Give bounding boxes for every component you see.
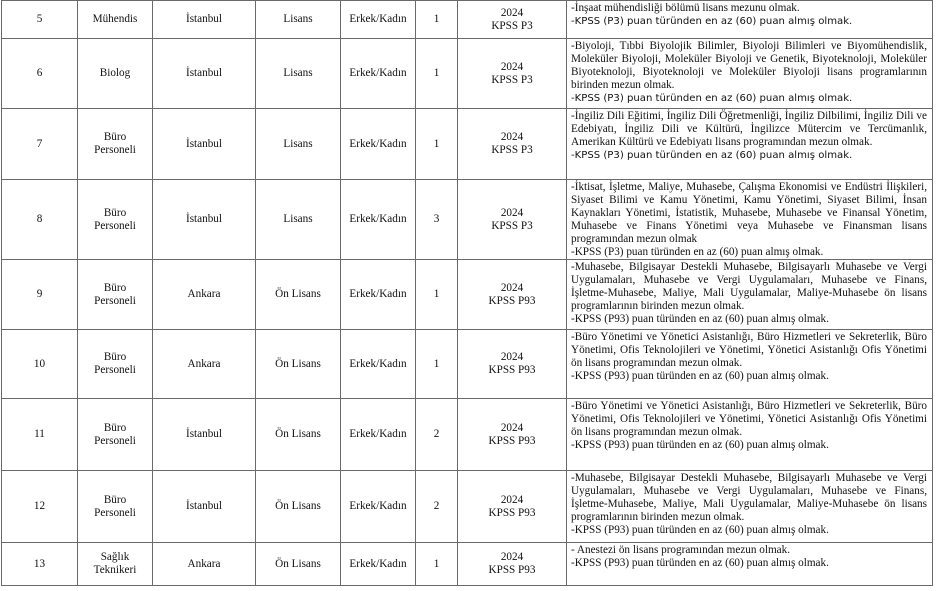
table-row: [2, 1, 933, 39]
row-number: 10: [2, 330, 78, 399]
city: İstanbul: [153, 109, 256, 180]
city: Ankara: [153, 330, 256, 399]
table-row: [2, 399, 933, 471]
kpss-year: 2024: [500, 131, 524, 143]
kpss-year: 2024: [500, 60, 524, 73]
gender: Erkek/Kadın: [341, 180, 416, 260]
row-number: 7: [2, 109, 78, 180]
row-number: 8: [2, 180, 78, 260]
requirements: [567, 543, 933, 586]
requirement-line: -KPSS (P93) puan türünden en az (60) puan almış olmak.: [571, 313, 829, 325]
position-title: Biolog: [78, 39, 153, 109]
kpss-score-type: KPSS P93: [488, 434, 536, 447]
gender: Erkek/Kadın: [341, 1, 416, 39]
education-level: Ön Lisans: [256, 543, 341, 586]
row-number: 12: [2, 471, 78, 543]
requirements: [567, 471, 933, 543]
city: İstanbul: [153, 471, 256, 543]
kpss-score-type: KPSS P93: [488, 564, 536, 576]
position-title: Büro Personeli: [78, 471, 153, 543]
city: İstanbul: [153, 1, 256, 39]
kpss-score-type: KPSS P3: [491, 144, 533, 156]
requirement-line: -Büro Yönetimi ve Yönetici Asistanlığı, Büro Hizmetleri ve Sekreterlik, Büro Yönetimi, Ofis Teknolojileri ve Yönetimi, Yönetici Asistanlığı Ofis Yönetimi ön lisans programından mezun olmak.: [571, 331, 927, 369]
requirement-line: -KPSS (P3) puan türünden en az (60) puan almış olmak.: [571, 150, 853, 161]
requirement-line: -Muhasebe, Bilgisayar Destekli Muhasebe, Bilgisayarlı Muhasebe ve Vergi Uygulamaları, Muhasebe ve Vergi Uygulamaları, Muhasebe ve Finans, İşletme-Muhasebe, Maliye, Mali Uygulamalar, Maliye-Muhasebe ön lisans programlarının birinden mezun olmak.: [571, 472, 927, 523]
position-count: 3: [416, 180, 458, 260]
position-title: Büro Personeli: [78, 180, 153, 260]
kpss-info: [458, 471, 567, 543]
requirements: [567, 109, 933, 180]
position-count: 2: [416, 471, 458, 543]
kpss-score-type: KPSS P3: [491, 19, 533, 32]
kpss-score-type: KPSS P3: [491, 73, 533, 86]
city: Ankara: [153, 543, 256, 586]
city: İstanbul: [153, 180, 256, 260]
kpss-info: [458, 180, 567, 260]
position-count: 1: [416, 39, 458, 109]
kpss-year: 2024: [500, 206, 524, 219]
kpss-year: 2024: [500, 493, 524, 506]
kpss-info: [458, 109, 567, 180]
position-title: Büro Personeli: [78, 330, 153, 399]
requirement-line: -KPSS (P93) puan türünden en az (60) puan almış olmak.: [571, 370, 829, 382]
table-row: [2, 39, 933, 109]
requirements: [567, 1, 933, 39]
requirement-line: -İnşaat mühendisliği bölümü lisans mezunu olmak.: [571, 2, 800, 14]
requirement-line: -İngiliz Dili Eğitimi, İngiliz Dili Öğretmenliği, İngiliz Dilbilimi, İngiliz Dili ve Edebiyatı, İngiliz Dili ve Kültürü, İngilizce Mütercim ve Tercümanlık, Amerikan Kültürü ve Edebiyatı lisans programından mezun olmak.: [571, 110, 927, 148]
gender: Erkek/Kadın: [341, 330, 416, 399]
requirements: [567, 330, 933, 399]
city: İstanbul: [153, 399, 256, 471]
kpss-year: 2024: [500, 421, 524, 434]
city: Ankara: [153, 260, 256, 330]
position-title: Mühendis: [78, 1, 153, 39]
requirements: [567, 180, 933, 260]
requirements: [567, 39, 933, 109]
gender: Erkek/Kadın: [341, 471, 416, 543]
kpss-info: [458, 330, 567, 399]
requirement-line: -KPSS (P3) puan türünden en az (60) puan almış olmak.: [571, 16, 853, 27]
position-count: 1: [416, 330, 458, 399]
city: İstanbul: [153, 39, 256, 109]
requirement-line: -İktisat, İşletme, Maliye, Muhasebe, Çalışma Ekonomisi ve Endüstri İlişkileri, Siyaset Bilimi ve Kamu Yönetimi, Kamu Yönetimi, Siyaset Bilimi, İnsan Kaynakları Yönetimi, İstatistik, Muhasebe, Muhasebe ve Finansal Yönetim, Muhasebe ve Finans Yönetimi veya Muhasebe ve Finansman lisans programından mezun olmak: [571, 181, 927, 245]
education-level: Ön Lisans: [256, 260, 341, 330]
row-number: 6: [2, 39, 78, 109]
table-row: [2, 180, 933, 260]
table-row: [2, 471, 933, 543]
education-level: Ön Lisans: [256, 471, 341, 543]
education-level: Lisans: [256, 180, 341, 260]
position-count: 1: [416, 109, 458, 180]
kpss-year: 2024: [500, 351, 524, 363]
kpss-score-type: KPSS P93: [488, 506, 536, 519]
education-level: Ön Lisans: [256, 399, 341, 471]
requirement-line: -KPSS (P93) puan türünden en az (60) puan almış olmak.: [571, 557, 829, 569]
education-level: Lisans: [256, 1, 341, 39]
kpss-info: [458, 543, 567, 586]
requirements: [567, 399, 933, 471]
position-count: 1: [416, 260, 458, 330]
requirement-line: -KPSS (P93) puan türünden en az (60) puan almış olmak.: [571, 524, 829, 536]
job-listings-table: [1, 0, 933, 586]
gender: Erkek/Kadın: [341, 543, 416, 586]
table-row: [2, 543, 933, 586]
position-count: 2: [416, 399, 458, 471]
requirement-line: -KPSS (P3) puan türünden en az (60) puan almış olmak.: [571, 246, 824, 258]
education-level: Lisans: [256, 109, 341, 180]
gender: Erkek/Kadın: [341, 39, 416, 109]
requirement-line: -Muhasebe, Bilgisayar Destekli Muhasebe, Bilgisayarlı Muhasebe ve Vergi Uygulamaları, Muhasebe ve Vergi Uygulamaları, Muhasebe ve Finans, İşletme-Muhasebe, Maliye, Mali Uygulamalar, Maliye-Muhasebe ön lisans programlarının birinden mezun olmak.: [571, 261, 927, 312]
kpss-year: 2024: [500, 6, 524, 19]
table-row: [2, 330, 933, 399]
position-title: Büro Personeli: [78, 109, 153, 180]
kpss-score-type: KPSS P3: [491, 219, 533, 232]
kpss-info: [458, 399, 567, 471]
kpss-score-type: KPSS P93: [488, 364, 536, 376]
position-count: 1: [416, 543, 458, 586]
gender: Erkek/Kadın: [341, 399, 416, 471]
requirement-line: - Anestezi ön lisans programından mezun olmak.: [571, 544, 791, 556]
kpss-year: 2024: [500, 281, 524, 294]
kpss-info: [458, 260, 567, 330]
row-number: 13: [2, 543, 78, 586]
row-number: 5: [2, 1, 78, 39]
gender: Erkek/Kadın: [341, 260, 416, 330]
kpss-year: 2024: [500, 551, 524, 563]
table-row: [2, 109, 933, 180]
kpss-info: [458, 1, 567, 39]
position-count: 1: [416, 1, 458, 39]
position-title: Sağlık Teknikeri: [78, 543, 153, 586]
education-level: Ön Lisans: [256, 330, 341, 399]
requirement-line: -Biyoloji, Tıbbi Biyolojik Bilimler, Biyoloji Bilimleri ve Biyomühendislik, Moleküler Biyoloji, Moleküler Biyoloji ve Genetik, Biyoteknoloji, Moleküler Biyoteknoloji, Biyoteknoloji ve Moleküler Biyoloji lisans programlarının birinden mezun olmak.: [571, 40, 927, 91]
position-title: Büro Personeli: [78, 260, 153, 330]
education-level: Lisans: [256, 39, 341, 109]
kpss-info: [458, 39, 567, 109]
row-number: 9: [2, 260, 78, 330]
position-title: Büro Personeli: [78, 399, 153, 471]
requirement-line: -KPSS (P3) puan türünden en az (60) puan almış olmak.: [571, 93, 853, 104]
requirement-line: -Büro Yönetimi ve Yönetici Asistanlığı, Büro Hizmetleri ve Sekreterlik, Büro Yönetimi, Ofis Teknolojileri ve Yönetimi, Yönetici Asistanlığı Ofis Yönetimi ön lisans programından mezun olmak.: [571, 400, 927, 438]
row-number: 11: [2, 399, 78, 471]
kpss-score-type: KPSS P93: [488, 294, 536, 307]
requirement-line: -KPSS (P93) puan türünden en az (60) puan almış olmak.: [571, 439, 829, 451]
gender: Erkek/Kadın: [341, 109, 416, 180]
requirements: [567, 260, 933, 330]
table-row: [2, 260, 933, 330]
